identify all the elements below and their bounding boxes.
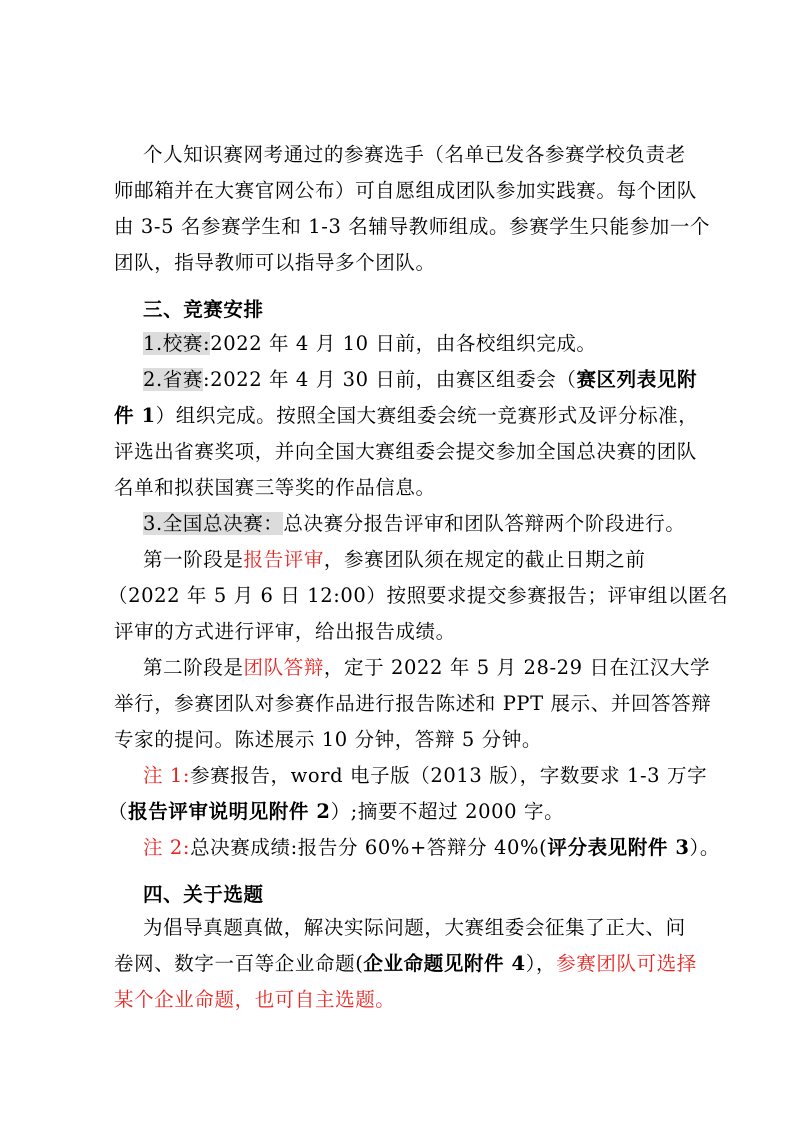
note-label: 注 1: bbox=[143, 764, 191, 787]
note-text: ）。 bbox=[689, 836, 720, 859]
stage-two-line bbox=[143, 650, 743, 686]
bold-reference: 评分表见附件 3 bbox=[547, 836, 690, 859]
item-school-round bbox=[143, 326, 743, 362]
bold-reference: 企业命题见附件 4 bbox=[363, 952, 526, 975]
note-text: （ bbox=[108, 800, 129, 823]
bold-reference: 报告评审说明见附件 2 bbox=[128, 800, 331, 823]
stage-text: 第二阶段是 bbox=[143, 656, 244, 679]
item-national-finals bbox=[143, 506, 743, 542]
note-one bbox=[143, 758, 743, 794]
paragraph-line: 评选出省赛奖项，并向全国大赛组委会提交参加全国总决赛的团队 bbox=[114, 440, 697, 463]
paragraph-line: 由 3-5 名参赛学生和 1-3 名辅导教师组成。参赛学生只能参加一个 bbox=[114, 215, 711, 238]
section-heading: 四、关于选题 bbox=[143, 883, 264, 906]
stage-text: 第一阶段是 bbox=[143, 548, 244, 571]
item-text: 2022 年 4 月 10 日前，由各校组织完成。 bbox=[210, 332, 597, 355]
paragraph-line: 个人知识赛网考通过的参赛选手（名单已发各参赛学校负责老 bbox=[143, 143, 686, 166]
paragraph-line: 评审的方式进行评审，给出报告成绩。 bbox=[114, 620, 456, 643]
paragraph-line bbox=[114, 398, 714, 434]
paragraph-line: 为倡导真题真做，解决实际问题，大赛组委会征集了正大、问 bbox=[143, 916, 686, 939]
red-text: 参赛团队可选择 bbox=[556, 952, 697, 975]
bold-reference: 赛区列表见附 bbox=[576, 368, 698, 391]
note-text: 参赛报告，word 电子版（2013 版），字数要求 1-3 万字 bbox=[190, 764, 708, 787]
stage-text: ，定于 2022 年 5 月 28-29 日在江汉大学 bbox=[323, 656, 711, 679]
stage-one-line bbox=[143, 542, 743, 578]
item-text: ）组织完成。按照全国大赛组委会统一竞赛形式及评分标准， bbox=[155, 404, 699, 427]
paragraph-line bbox=[114, 946, 714, 982]
note-label: 注 2: bbox=[143, 836, 191, 859]
item-text: :2022 年 4 月 30 日前，由赛区组委会（ bbox=[203, 368, 577, 391]
paragraph-line: （2022 年 5 月 6 日 12:00）按照要求提交参赛报告；评审组以匿名 bbox=[108, 584, 729, 607]
item-provincial-round bbox=[143, 362, 743, 398]
paragraph-line: 名单和拟获国赛三等奖的作品信息。 bbox=[114, 476, 436, 499]
item-label: 3.全国总决赛： bbox=[143, 512, 284, 535]
section-heading: 三、竞赛安排 bbox=[143, 298, 264, 321]
red-text-line: 某个企业命题，也可自主选题。 bbox=[114, 988, 396, 1011]
note-two bbox=[143, 830, 743, 866]
paragraph-text: 卷网、数字一百等企业命题( bbox=[114, 952, 364, 975]
paragraph-line: 团队，指导教师可以指导多个团队。 bbox=[114, 251, 436, 274]
paragraph-line bbox=[108, 794, 708, 830]
item-label: 1.校赛: bbox=[143, 332, 211, 355]
item-label: 2.省赛 bbox=[143, 368, 204, 391]
stage-text: ，参赛团队须在规定的截止日期之前 bbox=[323, 548, 646, 571]
paragraph-text: ）， bbox=[525, 952, 557, 975]
stage-highlight: 团队答辩 bbox=[243, 656, 324, 679]
stage-highlight: 报告评审 bbox=[243, 548, 324, 571]
paragraph-line: 专家的提问。陈述展示 10 分钟，答辩 5 分钟。 bbox=[114, 728, 543, 751]
note-text: ）;摘要不超过 2000 字。 bbox=[330, 800, 565, 823]
bold-reference: 件 1 bbox=[114, 404, 156, 427]
paragraph-line: 师邮箱并在大赛官网公布）可自愿组成团队参加实践赛。每个团队 bbox=[114, 179, 697, 202]
item-text: 总决赛分报告评审和团队答辩两个阶段进行。 bbox=[283, 512, 686, 535]
paragraph-line: 举行，参赛团队对参赛作品进行报告陈述和 PPT 展示、并回答答辩 bbox=[114, 692, 712, 715]
note-text: 总决赛成绩:报告分 60%+答辩分 40%( bbox=[190, 836, 548, 859]
